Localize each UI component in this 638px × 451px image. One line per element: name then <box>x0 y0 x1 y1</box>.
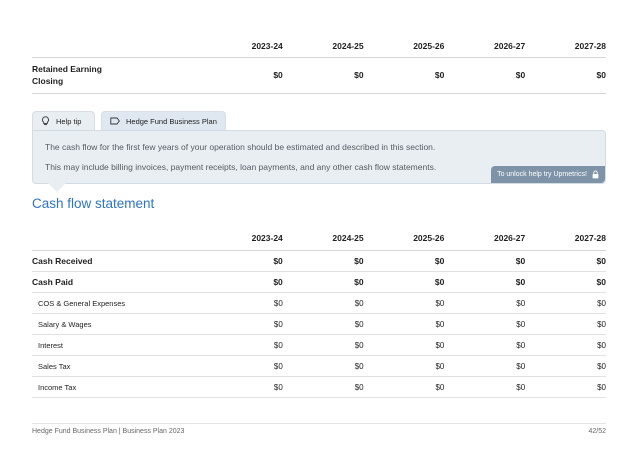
table-cell: $0 <box>515 70 526 80</box>
table-row <box>32 251 606 272</box>
row-label: Income Tax <box>38 382 77 392</box>
section-title: Cash flow statement <box>32 196 155 211</box>
lock-icon <box>592 170 599 179</box>
footer-divider <box>32 423 606 424</box>
tab-label: Help tip <box>56 116 82 126</box>
table-cell: $0 <box>596 256 606 266</box>
year-header: 2025-26 <box>413 41 445 51</box>
table-cell: $0 <box>516 298 526 308</box>
row-label: Interest <box>38 340 64 350</box>
tab-help-tip[interactable] <box>32 111 95 130</box>
table-cell: $0 <box>516 340 526 350</box>
tip-text: This may include billing invoices, payment receipts, loan payments, and any other cash flow statements. <box>45 162 437 172</box>
table-cell: $0 <box>273 361 283 371</box>
table-row <box>32 377 606 398</box>
year-header: 2027-28 <box>574 41 606 51</box>
tab-label: Hedge Fund Business Plan <box>126 116 217 126</box>
row-label: Sales Tax <box>38 361 71 371</box>
table-cell: $0 <box>434 256 445 266</box>
table-cell: $0 <box>273 70 283 80</box>
year-header: 2027-28 <box>574 233 606 243</box>
year-header: 2025-26 <box>413 233 445 243</box>
table-cell: $0 <box>273 382 283 392</box>
table-cell: $0 <box>515 256 526 266</box>
table-cell: $0 <box>435 382 445 392</box>
table-header-row <box>32 38 606 54</box>
row-label-line: Closing <box>32 76 64 86</box>
table-cell: $0 <box>597 298 606 308</box>
table-cell: $0 <box>354 298 364 308</box>
year-header: 2024-25 <box>332 233 364 243</box>
table-cell: $0 <box>597 382 606 392</box>
year-header: 2026-27 <box>493 41 526 51</box>
header-divider <box>32 57 606 58</box>
row-label: Cash Received <box>32 256 93 266</box>
table-row <box>32 314 606 335</box>
unlock-help-button[interactable] <box>491 166 605 183</box>
table-cell: $0 <box>273 277 283 287</box>
tag-icon <box>110 117 120 125</box>
table-cell: $0 <box>597 340 606 350</box>
lightbulb-icon <box>41 116 50 126</box>
table-cell: $0 <box>515 277 526 287</box>
tab-hedge-fund-business-plan[interactable] <box>101 111 226 130</box>
table-cell: $0 <box>596 277 606 287</box>
table-cell: $0 <box>516 382 526 392</box>
table-row <box>32 335 606 356</box>
table-cell: $0 <box>435 298 445 308</box>
unlock-label: To unlock help try Upmetrics! <box>497 171 587 178</box>
row-label: COS & General Expenses <box>38 298 126 308</box>
table-row <box>32 356 606 377</box>
row-label <box>32 63 202 87</box>
year-header: 2024-25 <box>332 41 364 51</box>
table-row <box>32 272 606 293</box>
table-cell: $0 <box>354 256 364 266</box>
table-cell: $0 <box>354 70 364 80</box>
table-cell: $0 <box>516 361 526 371</box>
table-cell: $0 <box>435 340 445 350</box>
year-header: 2023-24 <box>251 233 283 243</box>
table-cell: $0 <box>596 70 606 80</box>
table-cell: $0 <box>273 256 283 266</box>
table-cell: $0 <box>435 319 445 329</box>
tip-tabs <box>32 111 226 130</box>
table-cell: $0 <box>434 277 445 287</box>
page-number: 42/52 <box>588 428 606 435</box>
footer-document-title: Hedge Fund Business Plan | Business Plan 2023 <box>32 428 185 435</box>
year-header: 2026-27 <box>493 233 526 243</box>
table-row <box>32 60 606 90</box>
year-header: 2023-24 <box>251 41 283 51</box>
table-cell: $0 <box>516 319 526 329</box>
table-cell: $0 <box>597 319 606 329</box>
table-cell: $0 <box>354 340 364 350</box>
row-divider <box>32 93 606 94</box>
table-row <box>32 293 606 314</box>
tip-text: The cash flow for the first few years of your operation should be estimated and described in this section. <box>45 142 436 152</box>
table-cell: $0 <box>354 319 364 329</box>
table-cell: $0 <box>597 361 606 371</box>
table-cell: $0 <box>354 361 364 371</box>
table-header-row <box>32 230 606 246</box>
row-label: Cash Paid <box>32 277 74 287</box>
table-cell: $0 <box>435 361 445 371</box>
tip-pointer <box>48 183 66 192</box>
table-cell: $0 <box>273 298 283 308</box>
table-cell: $0 <box>273 319 283 329</box>
table-cell: $0 <box>354 277 364 287</box>
retained-earnings-table <box>32 38 606 94</box>
cash-flow-table <box>32 230 606 398</box>
help-tip-box <box>32 130 606 184</box>
table-cell: $0 <box>273 340 283 350</box>
row-label: Salary & Wages <box>38 319 92 329</box>
row-label-line: Retained Earning <box>32 64 102 74</box>
table-cell: $0 <box>354 382 364 392</box>
table-cell: $0 <box>434 70 445 80</box>
